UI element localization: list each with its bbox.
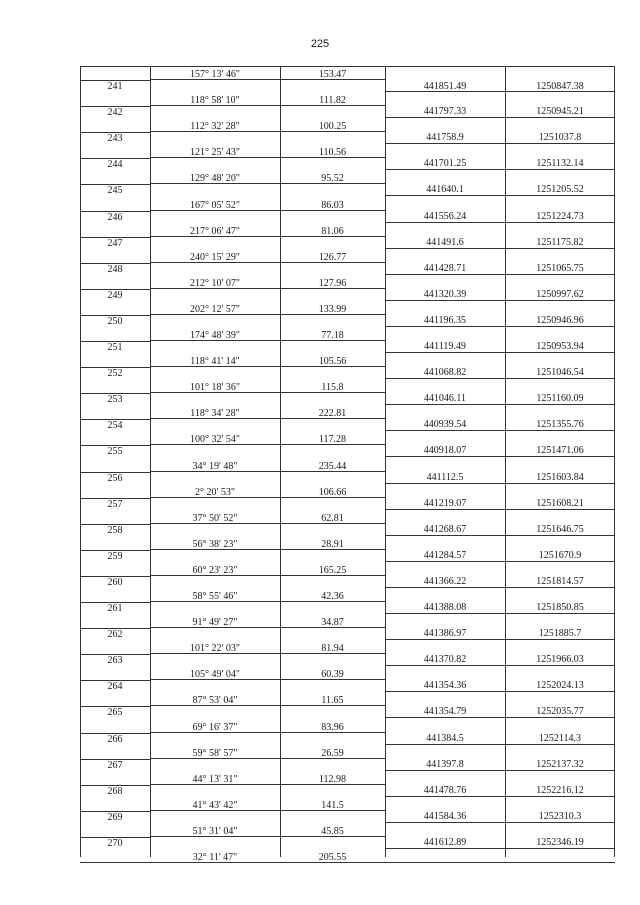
y-coordinate-cell: 1250847.38 [536,81,584,92]
angle-cell: 118° 41' 14" [190,356,240,368]
x-coordinate-cell: 441354.36 [423,680,467,692]
point-number-cell: 246 [107,211,123,223]
distance-cell: 222.81 [318,408,347,420]
y-coordinate-cell: 1252310.3 [538,810,582,822]
table-row [80,249,615,275]
row-rule [150,366,385,367]
distance-cell: 11.65 [321,695,344,707]
point-number-cell: 268 [107,785,123,797]
table-row [80,170,615,196]
table-row [80,666,615,692]
x-coordinate-cell: 441384.5 [426,732,464,744]
point-number-cell: 269 [107,811,123,823]
angle-cell: 240° 15' 29" [190,251,240,263]
survey-table [80,66,615,863]
row-rule [80,445,150,446]
y-coordinate-cell: 1252024.13 [536,680,584,692]
distance-cell: 117.28 [318,434,347,446]
row-rule [150,183,385,184]
x-coordinate-cell: 441758.9 [426,132,464,144]
distance-cell: 77.18 [321,330,344,341]
table-row [80,692,615,718]
distance-cell: 141.5 [321,799,344,811]
x-coordinate-cell: 441268.67 [423,523,467,535]
x-coordinate-cell: 441612.89 [423,836,467,848]
angle-cell: 112° 32' 28" [190,121,240,133]
y-coordinate-cell: 1252216.12 [536,784,584,796]
angle-cell: 34° 19' 48" [192,460,238,472]
y-coordinate-cell: 1251355.76 [536,419,584,431]
distance-cell: 60.39 [321,669,344,681]
x-coordinate-cell: 441112.5 [426,471,464,483]
distance-cell: 100.25 [318,121,347,133]
point-number-cell: 248 [107,263,123,275]
x-coordinate-cell: 441701.25 [423,158,467,170]
angle-cell: 167° 05' 52" [190,199,240,211]
angle-cell: 87° 53' 04" [192,695,238,707]
x-coordinate-cell: 441046.11 [423,393,467,405]
point-number-cell: 258 [107,524,123,536]
angle-cell: 100° 32' 54" [190,434,240,446]
distance-cell: 205.55 [318,852,347,863]
x-coordinate-cell: 441556.24 [423,210,467,222]
row-rule [150,471,385,472]
y-coordinate-cell: 1251065.75 [536,262,584,274]
row-rule [150,601,385,602]
angle-cell: 202° 12' 57" [190,303,240,315]
point-number-cell: 264 [107,681,123,693]
table-row [80,405,615,431]
y-coordinate-cell: 1251132.14 [536,158,584,170]
angle-cell: 157° 13' 46" [190,69,240,80]
row-rule [150,262,385,263]
point-number-cell: 245 [107,185,123,197]
y-coordinate-cell: 1250945.21 [536,106,584,118]
row-rule [150,444,385,445]
table-row [80,223,615,249]
row-rule [150,340,385,341]
x-coordinate-cell: 440918.07 [423,445,467,457]
row-rule [150,314,385,315]
distance-cell: 34.87 [321,617,344,629]
table-row [80,379,615,405]
point-number-cell: 259 [107,550,123,562]
distance-cell: 81.94 [321,643,344,655]
table-row [80,588,615,614]
x-coordinate-cell: 441119.49 [424,341,466,352]
distance-cell: 127.96 [318,277,347,289]
point-number-cell: 261 [107,603,123,614]
distance-cell: 105.56 [318,356,347,368]
angle-cell: 101° 22' 03" [190,643,240,655]
point-number-cell: 250 [107,315,123,327]
x-coordinate-cell: 441478.76 [423,784,467,796]
table-row [80,118,615,144]
y-coordinate-cell: 1251850.85 [536,602,584,613]
distance-cell: 42.36 [321,591,344,602]
distance-cell: 115.8 [321,382,344,394]
x-coordinate-cell: 441219.07 [423,497,467,509]
distance-cell: 153.47 [318,69,347,80]
row-rule [80,654,150,655]
row-rule [150,236,385,237]
row-rule [80,628,150,629]
page-number: 225 [310,38,330,50]
distance-cell: 95.52 [321,173,344,185]
x-coordinate-cell: 441196.35 [423,314,467,326]
angle-cell: 58° 55' 46" [192,591,238,602]
angle-cell: 59° 58' 57" [192,747,238,759]
distance-cell: 83.96 [321,721,344,733]
table-row [80,275,615,301]
row-rule [80,341,150,342]
y-coordinate-cell: 1252114.3 [538,732,582,744]
distance-cell: 28.91 [321,538,344,550]
angle-cell: 32° 11' 47" [192,852,238,863]
angle-cell: 51° 31' 04" [192,825,238,837]
row-rule [80,733,150,734]
point-number-cell: 263 [107,655,123,667]
angle-cell: 217° 06' 47" [190,225,240,237]
y-coordinate-cell: 1250953.94 [536,341,584,352]
point-number-cell: 254 [107,420,123,432]
row-rule [80,289,150,290]
distance-cell: 110.56 [318,147,347,159]
x-coordinate-cell: 441370.82 [423,654,467,666]
row-rule [80,524,150,525]
y-coordinate-cell: 1251160.09 [536,393,584,405]
angle-cell: 174° 48' 39" [190,330,240,341]
point-number-cell: 249 [107,289,123,301]
row-rule [80,106,150,107]
y-coordinate-cell: 1252346.19 [536,836,584,848]
row-rule [150,392,385,393]
distance-cell: 111.82 [319,95,346,107]
y-coordinate-cell: 1251603.84 [536,471,584,483]
x-coordinate-cell: 441640.1 [426,184,464,196]
angle-cell: 2° 20' 53" [195,486,235,498]
point-number-cell: 262 [107,629,123,641]
angle-cell: 60° 23' 23" [192,564,238,576]
table-row [80,614,615,640]
distance-cell: 86.03 [321,199,344,211]
row-rule [80,184,150,185]
row-rule [80,211,150,212]
table-row [80,745,615,771]
point-number-cell: 265 [107,707,123,719]
angle-cell: 121° 25' 43" [190,147,240,159]
row-rule [150,575,385,576]
row-rule [80,158,150,159]
x-coordinate-cell: 441584.36 [423,810,467,822]
y-coordinate-cell: 1251885.7 [538,628,582,640]
row-rule [150,105,385,106]
row-rule [150,497,385,498]
row-rule [80,759,150,760]
row-rule [150,131,385,132]
table-row [80,640,615,666]
row-rule [80,576,150,577]
point-number-cell: 260 [107,576,123,588]
x-coordinate-cell: 441068.82 [423,367,467,379]
angle-cell: 91° 49' 27" [192,617,238,629]
row-rule [80,472,150,473]
angle-cell: 101° 18' 36" [190,382,240,394]
row-rule [80,263,150,264]
table-row [80,484,615,510]
table-row [80,301,615,327]
point-number-cell: 251 [107,342,123,353]
table-row [80,797,615,823]
table-row [80,144,615,170]
distance-cell: 81.06 [321,225,344,237]
row-rule [150,157,385,158]
y-coordinate-cell: 1251037.8 [538,132,582,144]
point-number-cell: 255 [107,446,123,458]
x-coordinate-cell: 441491.6 [426,236,464,248]
distance-cell: 62.81 [321,512,344,524]
point-number-cell: 256 [107,472,123,484]
table-row [80,353,615,379]
table-row [80,510,615,536]
table-row [80,92,615,118]
angle-cell: 56° 38' 23" [192,538,238,550]
row-rule [150,210,385,211]
row-rule [80,785,150,786]
row-rule [80,80,150,81]
row-rule [80,419,150,420]
table-row [80,197,615,223]
distance-cell: 133.99 [318,303,347,315]
row-rule [80,498,150,499]
row-rule [150,758,385,759]
point-number-cell: 267 [107,759,123,771]
row-rule [150,705,385,706]
y-coordinate-cell: 1251175.82 [536,236,584,248]
x-coordinate-cell: 441284.57 [423,549,467,561]
row-rule [150,784,385,785]
angle-cell: 129° 48' 20" [190,173,240,185]
distance-cell: 26.59 [321,747,344,759]
point-number-cell: 247 [107,237,123,249]
distance-cell: 112.98 [318,773,347,785]
row-rule [80,550,150,551]
row-rule [150,732,385,733]
y-coordinate-cell: 1251205.52 [536,184,584,196]
angle-cell: 118° 58' 10" [190,95,240,107]
row-rule [150,523,385,524]
y-coordinate-cell: 1252035.77 [536,706,584,718]
x-coordinate-cell: 441366.22 [423,575,467,587]
row-rule [80,315,150,316]
point-number-cell: 253 [107,394,123,406]
row-rule [80,393,150,394]
point-number-cell: 241 [107,81,123,92]
table-row [80,431,615,457]
row-rule [150,627,385,628]
y-coordinate-cell: 1250946.96 [536,314,584,326]
row-rule [150,653,385,654]
y-coordinate-cell: 1251608.21 [536,497,584,509]
point-number-cell: 266 [107,733,123,745]
row-rule [150,836,385,837]
row-rule [80,837,150,838]
row-rule [80,706,150,707]
x-coordinate-cell: 441851.49 [423,81,467,92]
angle-cell: 118° 34' 28" [190,408,240,420]
y-coordinate-cell: 1251646.75 [536,523,584,535]
table-row [80,562,615,588]
row-rule [150,549,385,550]
row-rule [150,288,385,289]
table-border-bottom [80,862,615,863]
row-rule [80,811,150,812]
x-coordinate-cell: 441354.79 [423,706,467,718]
table-row [80,458,615,484]
angle-cell: 37° 50' 52" [192,512,238,524]
y-coordinate-cell: 1251670.9 [538,549,582,561]
y-coordinate-cell: 1251224.73 [536,210,584,222]
y-coordinate-cell: 1251966.03 [536,654,584,666]
distance-cell: 106.66 [318,486,347,498]
row-rule [80,602,150,603]
table-row [80,327,615,353]
x-coordinate-cell: 441428.71 [423,262,467,274]
row-rule [150,418,385,419]
point-number-cell: 243 [107,133,123,145]
row-rule [150,679,385,680]
point-number-cell: 270 [107,837,123,849]
point-number-cell: 257 [107,498,123,510]
row-rule [80,680,150,681]
y-coordinate-cell: 1252137.32 [536,758,584,770]
x-coordinate-cell: 441386.97 [423,628,467,640]
row-rule [150,810,385,811]
angle-cell: 41° 43' 42" [192,799,238,811]
table-row [80,719,615,745]
row-rule [80,132,150,133]
table-row [80,771,615,797]
y-coordinate-cell: 1251471.06 [536,445,584,457]
x-coordinate-cell: 441388.08 [423,602,467,613]
row-rule [150,79,385,80]
row-rule [80,237,150,238]
table-row [80,823,615,849]
table-row [80,66,615,92]
x-coordinate-cell: 441797.33 [423,106,467,118]
distance-cell: 165.25 [318,564,347,576]
x-coordinate-cell: 441397.8 [426,758,464,770]
distance-cell: 45.85 [321,825,344,837]
row-rule [80,367,150,368]
y-coordinate-cell: 1250997.62 [536,288,584,300]
angle-cell: 212° 10' 07" [190,277,240,289]
angle-cell: 69° 16' 37" [192,721,238,733]
angle-cell: 44° 13' 31" [192,773,238,785]
y-coordinate-cell: 1251814.57 [536,575,584,587]
point-number-cell: 244 [107,159,123,171]
table-row [80,849,615,875]
table-row [80,536,615,562]
point-number-cell: 252 [107,368,123,380]
distance-cell: 126.77 [318,251,347,263]
x-coordinate-cell: 441320.39 [423,288,467,300]
x-coordinate-cell: 440939.54 [423,419,467,431]
y-coordinate-cell: 1251046.54 [536,367,584,379]
distance-cell: 235.44 [318,460,347,472]
angle-cell: 105° 49' 04" [190,669,240,681]
point-number-cell: 242 [107,107,123,119]
